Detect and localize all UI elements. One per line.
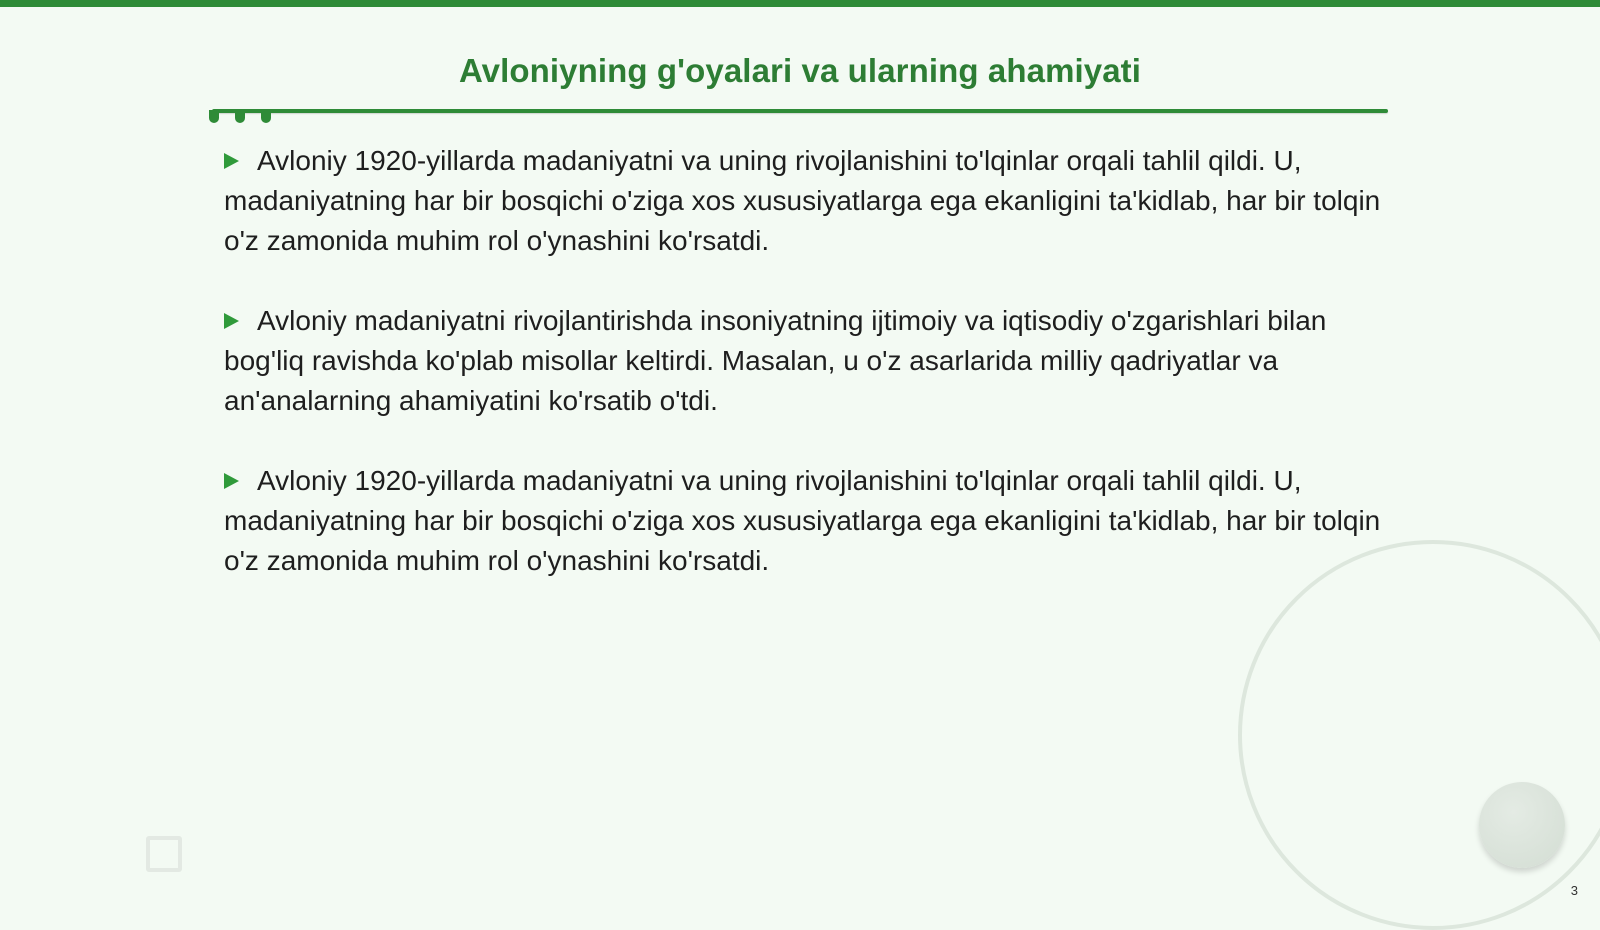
decorative-ring [1238,540,1600,930]
slide-title: Avloniyning g'oyalari va ularning ahamiyati [458,52,1142,89]
bullet-text: Avloniy madaniyatni rivojlantirishda insoniyatning ijtimoiy va iqtisodiy o'zgarishlari bilan bog'liq ravishda ko'plab misollar keltirdi. Masalan, u o'z asarlarida milliy qadriyatlar va an'analarning ahamiyatini ko'rsatib o'tdi. [224,305,1327,416]
bullet-text: Avloniy 1920-yillarda madaniyatni va uning rivojlanishini to'lqinlar orqali tahlil qildi. U, madaniyatning har bir bosqichi o'ziga xos xususiyatlarga ega ekanligini ta'kidlab, har bir tolqin o'z zamonida muhim rol o'ynashini ko'rsatdi. [224,465,1381,576]
bullet-item [224,461,1384,581]
triangle-right-icon [224,473,239,489]
title-underline [212,109,1388,113]
decorative-disc [1479,782,1565,868]
triangle-right-icon [224,153,239,169]
underline-dot [209,110,219,123]
top-accent-bar [0,0,1600,7]
bullet-item [224,301,1384,421]
bullet-list [224,141,1384,621]
bullet-item [224,141,1384,261]
triangle-right-icon [224,313,239,329]
underline-dot [261,110,271,123]
page-number: 3 [1570,883,1578,898]
bullet-text: Avloniy 1920-yillarda madaniyatni va uning rivojlanishini to'lqinlar orqali tahlil qildi. U, madaniyatning har bir bosqichi o'ziga xos xususiyatlarga ega ekanligini ta'kidlab, har bir tolqin o'z zamonida muhim rol o'ynashini ko'rsatdi. [224,145,1381,256]
underline-dot [235,110,245,123]
decorative-square [146,836,182,872]
